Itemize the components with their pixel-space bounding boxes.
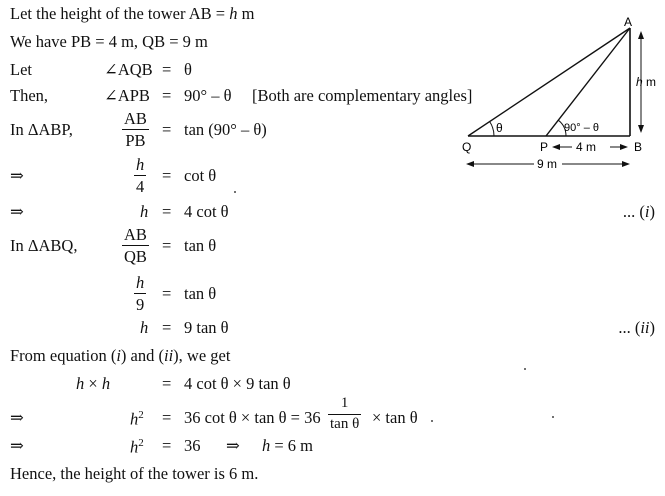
label-p: P bbox=[540, 140, 549, 154]
ref-i: i bbox=[116, 346, 121, 365]
denominator: QB bbox=[124, 247, 147, 267]
line-tower-height bbox=[10, 6, 254, 23]
numerator: 1 bbox=[340, 395, 349, 411]
line-then-label: Then, bbox=[10, 86, 49, 105]
line-let-label: Let bbox=[10, 60, 32, 79]
fraction-h-9 bbox=[134, 274, 146, 314]
qb-arrowhead-right bbox=[622, 161, 630, 167]
line-given: We have PB = 4 m, QB = 9 m bbox=[10, 32, 208, 51]
label-a: A bbox=[624, 15, 633, 29]
text: ) and ( bbox=[120, 346, 164, 365]
angle-arc-q bbox=[490, 122, 494, 137]
text: ), we get bbox=[173, 346, 231, 365]
eq-sign: = bbox=[162, 374, 172, 393]
rhs-tan-theta: tan θ bbox=[184, 284, 217, 303]
var-h: h bbox=[76, 374, 85, 393]
eq-sign: = bbox=[162, 436, 172, 455]
tag-roman: i bbox=[644, 202, 650, 221]
scan-speck bbox=[431, 420, 433, 422]
fraction-ab-pb bbox=[122, 110, 149, 150]
text: ) bbox=[649, 318, 655, 337]
line-from-equation bbox=[10, 348, 230, 365]
text: Let the height of the tower AB = bbox=[10, 4, 230, 23]
pb-arrowhead-right bbox=[620, 144, 628, 150]
var-h: h bbox=[262, 436, 271, 455]
final-h-equals bbox=[262, 438, 313, 455]
label-angle-p: 90° – θ bbox=[564, 122, 599, 134]
equation-tag-ii bbox=[618, 320, 655, 337]
numerator: AB bbox=[124, 109, 147, 128]
tower-figure bbox=[460, 0, 660, 180]
tag-roman: ii bbox=[640, 318, 650, 337]
text: ... ( bbox=[618, 318, 641, 337]
eq-sign: = bbox=[162, 408, 172, 427]
var-h: h bbox=[130, 409, 139, 429]
line-then-lhs: ∠APB bbox=[104, 86, 150, 105]
var-h: h bbox=[101, 374, 111, 393]
eq-sign: = bbox=[162, 284, 172, 303]
rhs-cot-theta: cot θ bbox=[184, 166, 217, 185]
text: From equation ( bbox=[10, 346, 117, 365]
fraction-1-tan-theta bbox=[328, 396, 361, 433]
denominator: 9 bbox=[136, 295, 145, 315]
line-in-abp-label: In ΔABP, bbox=[10, 120, 73, 139]
numerator: AB bbox=[124, 225, 147, 244]
eq-sign: = bbox=[162, 166, 172, 185]
text: m bbox=[237, 4, 255, 23]
height-var: h bbox=[636, 75, 643, 89]
var-h: h bbox=[130, 437, 139, 457]
text: ... ( bbox=[622, 202, 645, 221]
line-qa bbox=[468, 28, 630, 136]
denominator: PB bbox=[125, 131, 146, 151]
fraction-bar bbox=[122, 129, 149, 130]
denominator: 4 bbox=[136, 177, 145, 197]
label-theta: θ bbox=[496, 121, 503, 135]
fraction-bar bbox=[134, 175, 146, 176]
numerator: h bbox=[136, 155, 145, 174]
line-let-eq: = bbox=[162, 60, 172, 79]
equation-tag-i bbox=[623, 204, 655, 221]
rhs-product: 4 cot θ × 9 tan θ bbox=[184, 374, 291, 393]
label-qb: 9 m bbox=[537, 157, 558, 171]
eq-sign: = bbox=[162, 318, 172, 337]
line-let-rhs: θ bbox=[184, 60, 192, 79]
eq-sign: = bbox=[162, 202, 172, 221]
qb-arrowhead-left bbox=[466, 161, 474, 167]
exponent: 2 bbox=[138, 437, 144, 449]
rhs-tan-90-theta: tan (90° – θ) bbox=[184, 120, 267, 139]
line-let-lhs: ∠AQB bbox=[104, 60, 153, 79]
line-conclusion: Hence, the height of the tower is 6 m. bbox=[10, 464, 259, 483]
label-height bbox=[636, 75, 656, 89]
fraction-ab-qb bbox=[122, 226, 149, 266]
pb-arrowhead-left bbox=[552, 144, 560, 150]
label-b: B bbox=[634, 140, 643, 154]
line-pa bbox=[546, 28, 630, 136]
implies-arrow: ⇒ bbox=[10, 408, 24, 427]
scan-speck bbox=[234, 191, 236, 193]
height-arrowhead-bottom bbox=[638, 125, 644, 133]
label-pb: 4 m bbox=[576, 140, 597, 154]
implies-arrow: ⇒ bbox=[10, 436, 24, 455]
scan-speck bbox=[524, 368, 526, 370]
times: × bbox=[84, 374, 102, 393]
lhs-h-squared bbox=[130, 438, 144, 456]
ref-ii: ii bbox=[164, 346, 174, 365]
eq-sign: = bbox=[162, 236, 172, 255]
fraction-bar bbox=[328, 414, 361, 415]
lhs-h: h bbox=[140, 318, 149, 337]
rhs-36: 36 bbox=[184, 436, 201, 455]
eq-sign: = bbox=[162, 120, 172, 139]
denominator: tan θ bbox=[330, 415, 360, 432]
exponent: 2 bbox=[138, 409, 144, 421]
lhs-h-times-h bbox=[76, 376, 110, 393]
text: = 6 m bbox=[274, 436, 314, 455]
text: ) bbox=[649, 202, 655, 221]
height-unit: m bbox=[642, 75, 657, 89]
line-then-rhs: 90° – θ bbox=[184, 86, 232, 105]
implies-arrow: ⇒ bbox=[226, 436, 240, 455]
rhs-36-cot-tan: 36 cot θ × tan θ = 36 bbox=[184, 408, 321, 427]
lhs-h-squared bbox=[130, 410, 144, 428]
scan-speck bbox=[552, 416, 554, 418]
implies-arrow: ⇒ bbox=[10, 166, 24, 185]
rhs-tan-theta: tan θ bbox=[184, 236, 217, 255]
rhs-9-tan-theta: 9 tan θ bbox=[184, 318, 229, 337]
fraction-h-4 bbox=[134, 156, 146, 196]
line-in-abq-label: In ΔABQ, bbox=[10, 236, 78, 255]
implies-arrow: ⇒ bbox=[10, 202, 24, 221]
lhs-h: h bbox=[140, 202, 149, 221]
rhs-4-cot-theta: 4 cot θ bbox=[184, 202, 229, 221]
height-arrowhead-top bbox=[638, 31, 644, 39]
var-h: h bbox=[229, 4, 238, 23]
fraction-bar bbox=[134, 293, 146, 294]
line-then-note: [Both are complementary angles] bbox=[252, 86, 473, 105]
numerator: h bbox=[136, 273, 145, 292]
label-q: Q bbox=[462, 140, 472, 154]
rhs-times-tan: × tan θ bbox=[372, 408, 418, 427]
fraction-bar bbox=[122, 245, 149, 246]
line-then-eq: = bbox=[162, 86, 172, 105]
